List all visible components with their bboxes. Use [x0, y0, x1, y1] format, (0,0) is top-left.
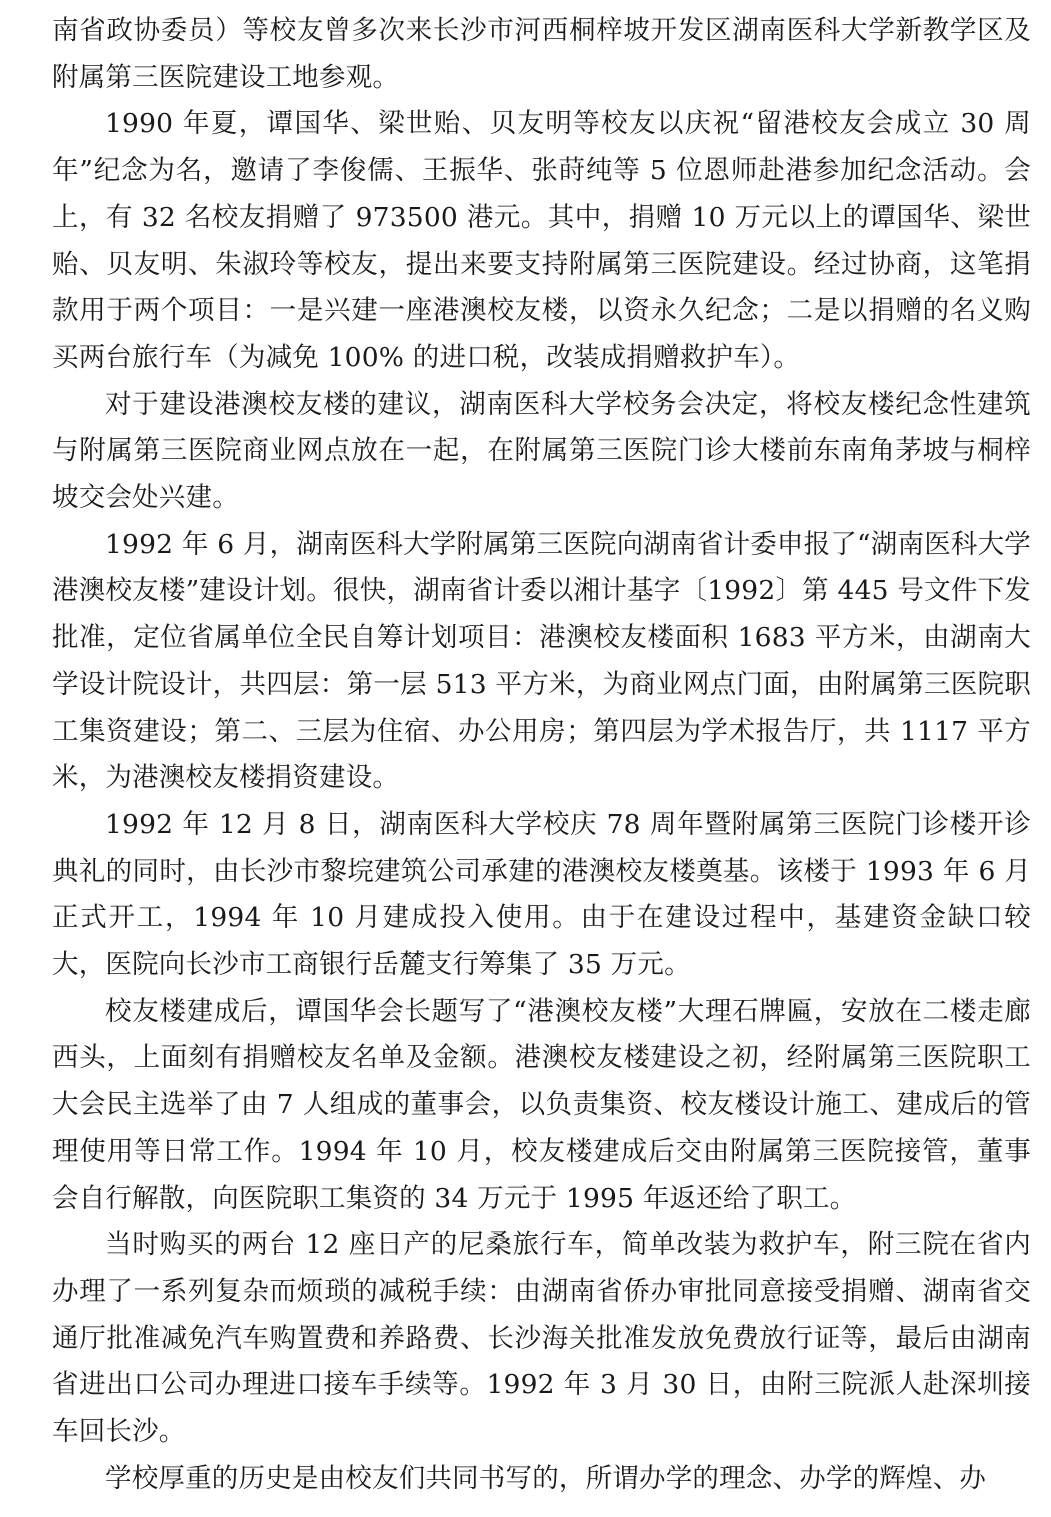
- paragraph-continued: 南省政协委员）等校友曾多次来长沙市河西桐梓坡开发区湖南医科大学新教学区及附属第三医院建设工地参观。: [52, 15, 1031, 93]
- paragraph: 1990 年夏，谭国华、梁世贻、贝友明等校友以庆祝“留港校友会成立 30 周年”纪念为名，邀请了李俊儒、王振华、张莳纯等 5 位恩师赴港参加纪念活动。会上，有 32 名校友捐赠了 973500 港元。其中，捐赠 10 万元以上的谭国华、梁世贻、贝友明、朱淑玲等校友，提出来要支持附属第三医院建设。经过协商，这笔捐款用于两个项目：一是兴建一座港澳校友楼，以资永久纪念；二是以捐赠的名义购买两台旅行车（为减免 100% 的进口税，改装成捐赠救护车）。: [52, 108, 1031, 373]
- paragraph: 对于建设港澳校友楼的建议，湖南医科大学校务会决定，将校友楼纪念性建筑与附属第三医院商业网点放在一起，在附属第三医院门诊大楼前东南角茅坡与桐梓坡交会处兴建。: [52, 388, 1031, 514]
- paragraph: 当时购买的两台 12 座日产的尼桑旅行车，简单改装为救护车，附三院在省内办理了一系列复杂而烦琐的减税手续：由湖南省侨办审批同意接受捐赠、湖南省交通厅批准减免汽车购置费和养路费、长沙海关批准发放免费放行证等，最后由湖南省进出口公司办理进口接车手续等。1992 年 3 月 30 日，由附三院派人赴深圳接车回长沙。: [52, 1229, 1031, 1448]
- paragraph: 校友楼建成后，谭国华会长题写了“港澳校友楼”大理石牌匾，安放在二楼走廊西头，上面刻有捐赠校友名单及金额。港澳校友楼建设之初，经附属第三医院职工大会民主选举了由 7 人组成的董事会，以负责集资、校友楼设计施工、建成后的管理使用等日常工作。1994 年 10 月，校友楼建成后交由附属第三医院接管，董事会自行解散，向医院职工集资的 34 万元于 1995 年返还给了职工。: [52, 995, 1031, 1214]
- paragraph: 1992 年 6 月，湖南医科大学附属第三医院向湖南省计委申报了“湖南医科大学港澳校友楼”建设计划。很快，湖南省计委以湘计基字〔1992〕第 445 号文件下发批准，定位省属单位全民自筹计划项目：港澳校友楼面积 1683 平方米，由湖南大学设计院设计，共四层：第一层 513 平方米，为商业网点门面，由附属第三医院职工集资建设；第二、三层为住宿、办公用房；第四层为学术报告厅，共 1117 平方米，为港澳校友楼捐资建设。: [52, 528, 1031, 794]
- paragraph: 1992 年 12 月 8 日，湖南医科大学校庆 78 周年暨附属第三医院门诊楼开诊典礼的同时，由长沙市黎垸建筑公司承建的港澳校友楼奠基。该楼于 1993 年 6 月正式开工，1994 年 10 月建成投入使用。由于在建设过程中，基建资金缺口较大，医院向长沙市工商银行岳麓支行筹集了 35 万元。: [52, 808, 1031, 981]
- paragraph-truncated: 学校厚重的历史是由校友们共同书写的，所谓办学的理念、办学的辉煌、办: [105, 1462, 987, 1494]
